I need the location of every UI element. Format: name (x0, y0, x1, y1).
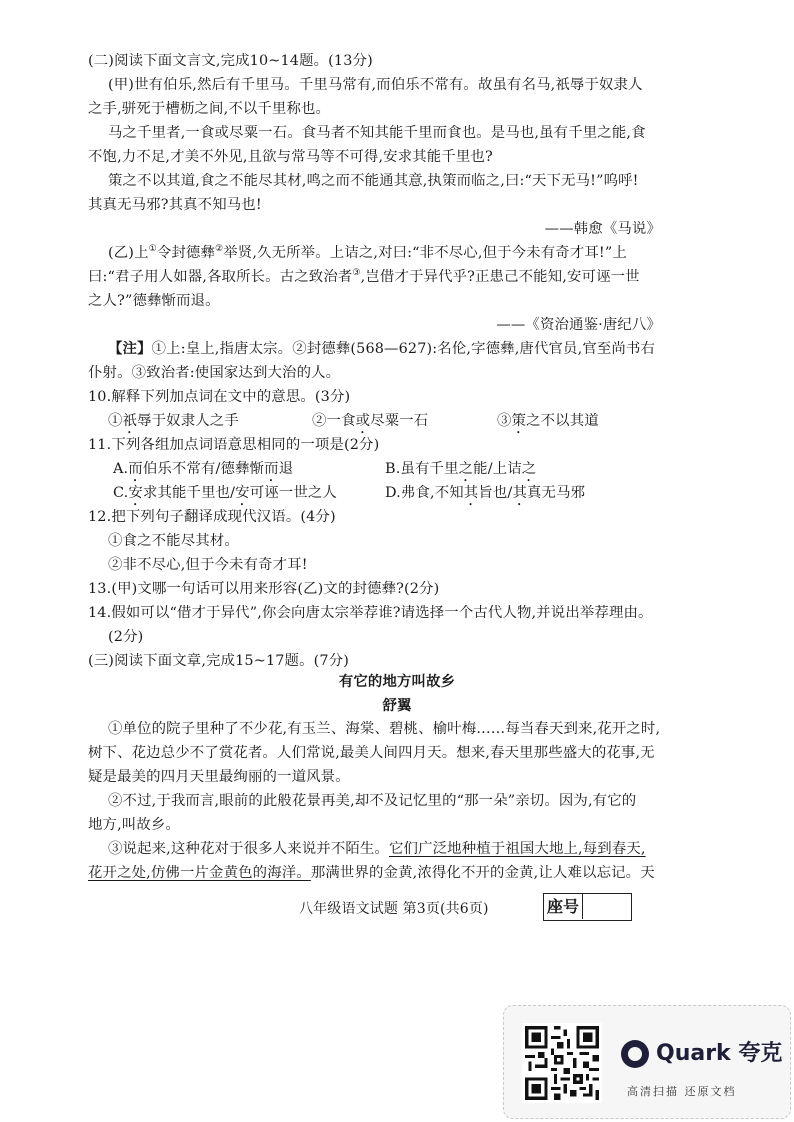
article-title: 有它的地方叫故乡 (338, 673, 456, 690)
yi-text: 令封德彝 (156, 245, 216, 261)
q11-option-c (113, 483, 337, 509)
yi-text: 曰:“君子用人如器,各取所长。古之致治者 (88, 269, 353, 285)
article-author: 舒翼 (382, 697, 412, 714)
yi-line1 (108, 243, 627, 263)
q10-stem: 10.解释下列加点词在文中的意思。(3分) (88, 389, 351, 405)
option-text: 退 (278, 461, 294, 477)
yi-text: (乙)上 (108, 245, 149, 261)
section2-heading: (二)阅读下面文言文,完成10~14题。(13分) (88, 53, 373, 69)
quark-watermark (503, 1005, 791, 1119)
q11-option-d (385, 483, 585, 509)
q12-sentence2: ②非不尽心,但于今未有奇才耳! (108, 557, 308, 573)
jia-p3-line2: 其真无马邪?其真不知马也! (88, 197, 262, 213)
jia-p1-line1: (甲)世有伯乐,然后有千里马。千里马常有,而伯乐不常有。故虽有名马,祇辱于奴隶人 (108, 77, 643, 93)
option-text: C. (113, 485, 129, 501)
option-text: 尽粟一石 (370, 413, 429, 429)
q11-option-b (385, 459, 536, 485)
option-text: 可诬一世之人 (249, 485, 337, 501)
jia-p1-line2: 之手,骈死于槽枥之间,不以千里称也。 (88, 101, 331, 117)
q13-stem: 13.(甲)文哪一句话可以用来形容(乙)文的封德彝?(2分) (88, 581, 440, 597)
yi-text: ,岂借才于异代乎?正患己不能知,安可诬一世 (360, 269, 640, 285)
article-text: 那满世界的金黄,浓得化不开的金黄,让人难以忘记。天 (310, 865, 655, 881)
article-p1-line1: ①单位的院子里种了不少花,有玉兰、海棠、碧桃、榆叶梅……每当春天到来,花开之时, (108, 721, 661, 737)
q10-option2 (312, 411, 428, 437)
option-text: 之不以其道 (526, 413, 599, 429)
q11-option-a (113, 459, 293, 485)
yi-line2 (88, 267, 640, 287)
dotted-word: 安 (235, 485, 250, 501)
article-p1-line3: 疑是最美的四月天里最绚丽的一道风景。 (88, 769, 350, 785)
option-text: 伯乐不常有/德彝惭 (142, 461, 265, 477)
dotted-word: 之 (458, 461, 474, 477)
q12-sentence1: ①食之不能尽其材。 (108, 533, 239, 549)
yi-text: 举贤,久无所举。上诘之,对曰:“非不尽心,但于今未有奇才耳!”上 (223, 245, 627, 261)
q10-option3 (497, 411, 599, 437)
footnote-mark: ② (215, 244, 224, 255)
option-text: 求其能千里也/ (142, 485, 236, 501)
dotted-word: 而 (264, 461, 279, 477)
footnote-mark: ① (148, 244, 157, 255)
article-text: ③说起来,这种花对于很多人来说并不陌生。 (108, 841, 389, 857)
yi-line3: 之人?”德彝惭而退。 (88, 293, 220, 309)
section3-heading: (三)阅读下面文章,完成15~17题。(7分) (88, 653, 350, 669)
yi-source: ——《资治通鉴·唐纪八》 (496, 317, 661, 333)
underlined-sentence: 花开之处,仿佛一片金黄色的海洋。 (88, 865, 311, 881)
seat-label: 座号 (544, 894, 583, 919)
option-text: D.弗食,不知 (385, 485, 464, 501)
article-p3-line2 (88, 863, 655, 883)
note-label: 【注】 (108, 340, 152, 357)
option-text: ②一食 (312, 413, 356, 429)
quark-logo-icon (621, 1040, 649, 1068)
dotted-word: 其 (512, 485, 527, 501)
dotted-word: 或 (355, 413, 371, 429)
dotted-word: 安 (128, 485, 143, 501)
quark-brand: Quark 夸克 (656, 1041, 783, 1066)
option-text: A. (113, 461, 129, 477)
q14-points: (2分) (108, 629, 144, 645)
jia-source: ——韩愈《马说》 (544, 221, 661, 237)
q10-option1 (108, 411, 239, 437)
footnote-mark: ③ (352, 268, 361, 279)
article-p2-line1: ②不过,于我而言,眼前的此般花景再美,却不及记忆里的“那一朵”亲切。因为,有它的 (108, 793, 637, 809)
dotted-word: 之 (521, 461, 537, 477)
quark-slogan: 高清扫描 还原文档 (627, 1085, 737, 1098)
option-text: ③ (497, 413, 512, 429)
note-line2: 仆射。③致治者:使国家达到大治的人。 (88, 365, 341, 381)
option-text: 旨也/ (478, 485, 513, 501)
note-text: ①上:皇上,指唐太宗。②封德彝(568—627):名伦,字德彝,唐代官员,官至尚书右 (151, 341, 656, 357)
page-footer: 八年级语文试题 第3页(共6页) (299, 901, 489, 917)
underlined-sentence: 它们广泛地种植于祖国大地上,每到春天, (389, 841, 646, 857)
q14-stem: 14.假如可以“借才于异代”,你会向唐太宗举荐谁?请选择一个古代人物,并说出举荐理由。 (88, 605, 653, 621)
dotted-word: 祇 (122, 413, 138, 429)
article-p2-line2: 地方,叫故乡。 (88, 817, 180, 833)
option-text: B.虽有千里 (385, 461, 459, 477)
jia-p3-line1: 策之不以其道,食之不能尽其材,鸣之而不能通其意,执策而临之,曰:“天下无马!”呜呼! (108, 173, 639, 189)
dotted-word: 而 (128, 461, 143, 477)
option-text: 真无马邪 (526, 485, 586, 501)
option-text: 能/上诘 (473, 461, 522, 477)
dotted-word: 策 (511, 413, 527, 429)
q12-stem: 12.把下列句子翻译成现代汉语。(4分) (88, 509, 336, 525)
seat-number-box[interactable] (543, 893, 632, 921)
article-p3-line1 (108, 839, 646, 859)
jia-p2-line2: 不饱,力不足,才美不外见,且欲与常马等不可得,安求其能千里也? (88, 149, 493, 165)
option-text: ① (108, 413, 123, 429)
q11-stem: 11.下列各组加点词语意思相同的一项是(2分) (88, 437, 380, 453)
jia-p2-line1: 马之千里者,一食或尽粟一石。食马者不知其能千里而食也。是马也,虽有千里之能,食 (108, 125, 646, 141)
article-p1-line2: 树下、花边总少不了赏花者。人们常说,最美人间四月天。想来,春天里那些盛大的花事,无 (88, 745, 655, 761)
option-text: 辱于奴隶人之手 (137, 413, 239, 429)
qr-code-icon (522, 1023, 602, 1103)
note-line1 (108, 339, 655, 359)
dotted-word: 其 (463, 485, 479, 501)
